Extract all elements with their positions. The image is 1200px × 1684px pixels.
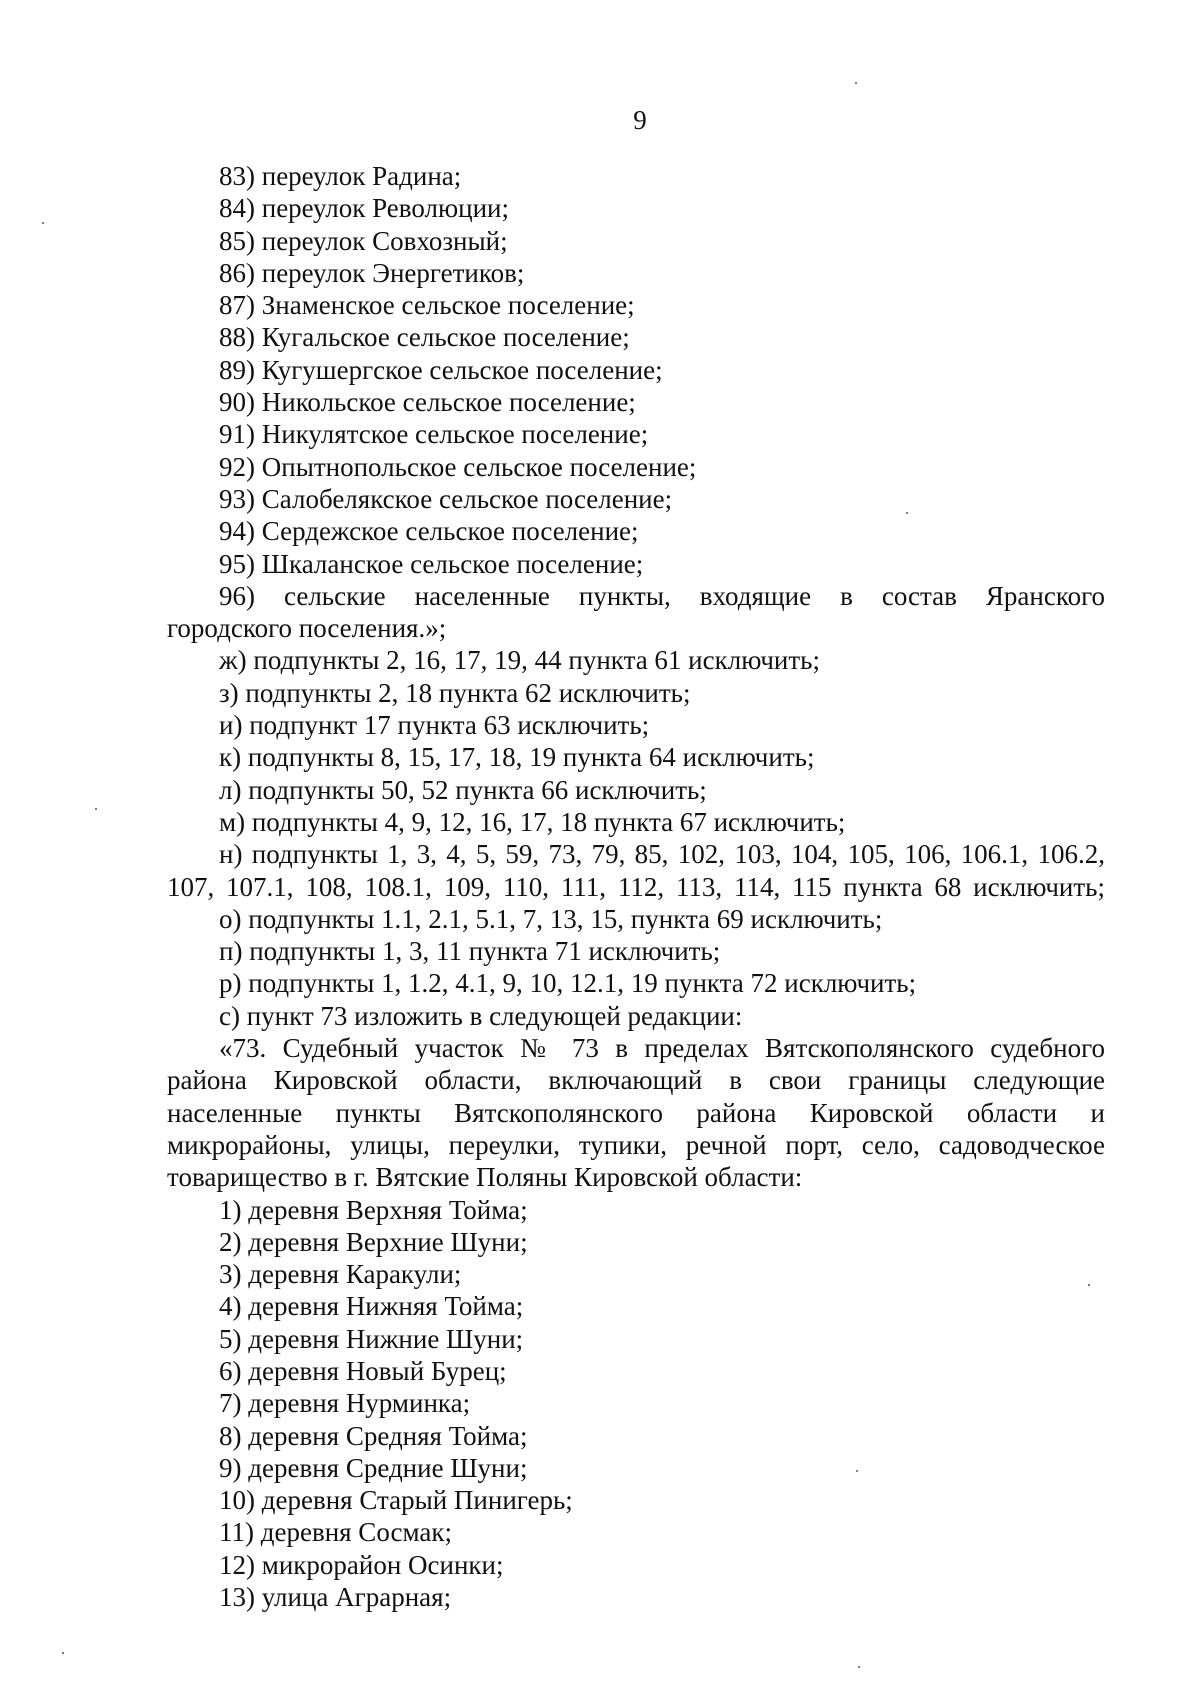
text-line: з) подпункты 2, 18 пункта 62 исключить; <box>219 677 691 708</box>
text-line: 11) деревня Сосмак; <box>219 1517 452 1548</box>
text-line: 92) Опытнопольское сельское поселение; <box>219 451 697 482</box>
text-line: 7) деревня Нурминка; <box>219 1388 471 1419</box>
text-line: к) подпункты 8, 15, 17, 18, 19 пункта 64 исключить; <box>219 742 815 773</box>
scan-speck <box>62 1652 64 1654</box>
text-line: н) подпункты 1, 3, 4, 5, 59, 73, 79, 85, 102, 103, 104, 105, 106, 106.1, 106.2, <box>219 839 1105 870</box>
text-line: микрорайоны, улицы, переулки, тупики, речной порт, село, садоводческое <box>167 1129 1105 1160</box>
text-line: и) подпункт 17 пункта 63 исключить; <box>219 710 650 741</box>
text-line: 5) деревня Нижние Шуни; <box>219 1323 524 1354</box>
scan-speck <box>1088 1284 1090 1286</box>
text-line: 95) Шкаланское сельское поселение; <box>219 548 644 579</box>
text-line: «73. Судебный участок № 73 в пределах Вятскополянского судебного <box>219 1033 1105 1064</box>
text-line: 85) переулок Совхозный; <box>219 225 508 256</box>
text-line: 4) деревня Нижняя Тойма; <box>219 1291 524 1322</box>
text-line: товарищество в г. Вятские Поляны Кировской области: <box>167 1162 803 1193</box>
text-line: 6) деревня Новый Бурец; <box>219 1355 507 1386</box>
text-line: 94) Сердежское сельское поселение; <box>219 516 639 547</box>
text-line: 12) микрорайон Осинки; <box>219 1549 504 1580</box>
text-line: 86) переулок Энергетиков; <box>219 257 525 288</box>
text-line: 9) деревня Средние Шуни; <box>219 1452 528 1483</box>
page-number: 9 <box>633 105 647 135</box>
text-line: 8) деревня Средняя Тойма; <box>219 1420 528 1451</box>
text-line: ж) подпункты 2, 16, 17, 19, 44 пункта 61 исключить; <box>219 645 820 676</box>
text-line: л) подпункты 50, 52 пункта 66 исключить; <box>219 774 707 805</box>
text-line: городского поселения.»; <box>167 613 447 644</box>
text-line: 91) Никулятское сельское поселение; <box>219 419 649 450</box>
text-line: 96) сельские населенные пункты, входящие в состав Яранского <box>219 580 1105 611</box>
text-line: 84) переулок Революции; <box>219 193 509 224</box>
text-line: о) подпункты 1.1, 2.1, 5.1, 7, 13, 15, пункта 69 исключить; <box>219 903 883 934</box>
text-line: района Кировской области, включающий в свои границы следующие <box>167 1065 1105 1096</box>
scan-speck <box>42 222 44 224</box>
text-line: 3) деревня Каракули; <box>219 1259 462 1290</box>
document-body <box>167 160 1105 1613</box>
scan-speck <box>858 1666 860 1668</box>
scan-speck <box>906 512 908 514</box>
scan-speck <box>95 808 97 810</box>
scan-speck <box>855 82 857 84</box>
text-line: 89) Кугушергское сельское поселение; <box>219 354 663 385</box>
text-line: 88) Кугальское сельское поселение; <box>219 322 630 353</box>
text-line: 2) деревня Верхние Шуни; <box>219 1226 528 1257</box>
text-line: 107, 107.1, 108, 108.1, 109, 110, 111, 112, 113, 114, 115 пункта 68 исключить; <box>167 871 1105 902</box>
text-line: 13) улица Аграрная; <box>219 1582 452 1613</box>
text-line: р) подпункты 1, 1.2, 4.1, 9, 10, 12.1, 19 пункта 72 исключить; <box>219 968 917 999</box>
scan-speck <box>856 1470 858 1472</box>
text-line: 87) Знаменское сельское поселение; <box>219 290 635 321</box>
text-line: 1) деревня Верхняя Тойма; <box>219 1194 528 1225</box>
text-line: 93) Салобелякское сельское поселение; <box>219 483 673 514</box>
text-line: населенные пункты Вятскополянского района Кировской области и <box>167 1097 1105 1128</box>
text-line: п) подпункты 1, 3, 11 пункта 71 исключить; <box>219 936 721 967</box>
text-line: 90) Никольское сельское поселение; <box>219 387 636 418</box>
text-line: 83) переулок Радина; <box>219 161 462 191</box>
text-line: 10) деревня Старый Пинигерь; <box>219 1485 573 1516</box>
text-line: с) пункт 73 изложить в следующей редакции: <box>219 1000 743 1031</box>
text-line: м) подпункты 4, 9, 12, 16, 17, 18 пункта 67 исключить; <box>219 806 846 837</box>
